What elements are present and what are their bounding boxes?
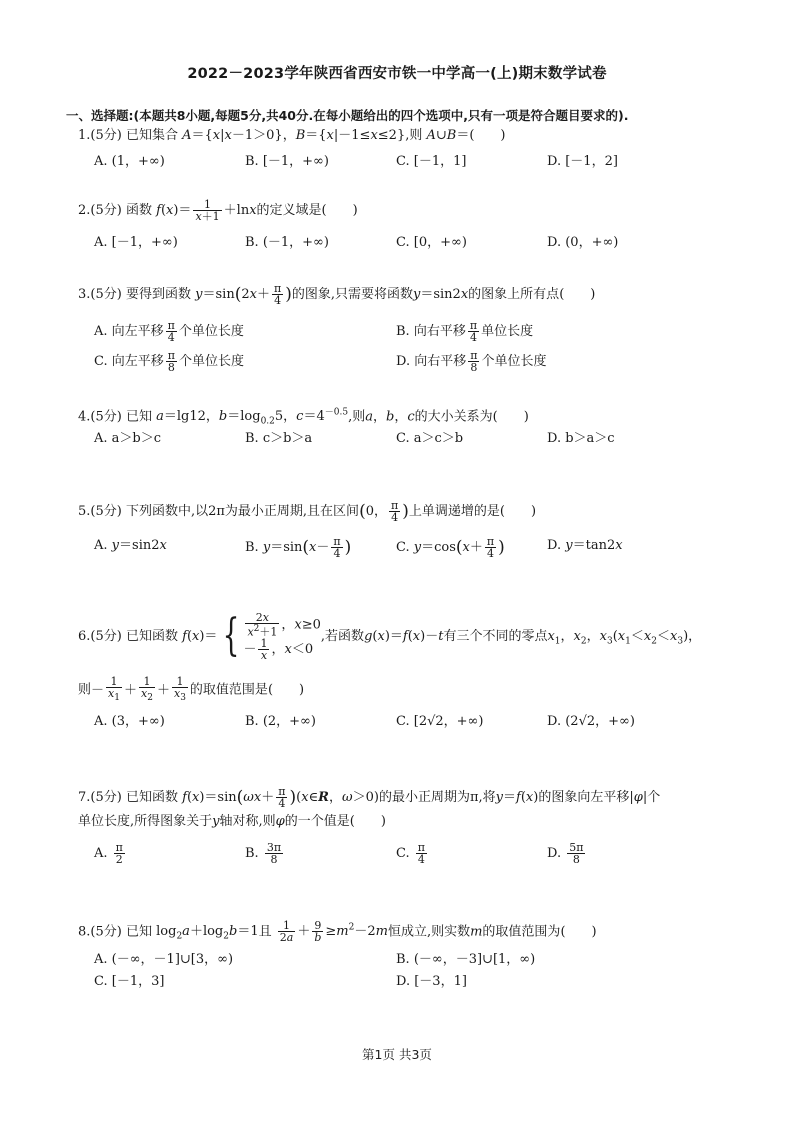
q3-stem-b: 的图象,只需要将函数 (291, 287, 413, 302)
question-6 (78, 612, 758, 661)
q2-option-b[interactable]: B. (－1，+∞) (245, 235, 329, 250)
q4-stem-c: 的大小关系为 (414, 409, 493, 425)
question-5: 5.(5分) 下列函数中,以2π为最小正周期,且在区间(0， $\frac{\pi}{4}$ )上单调递增的是( ) (78, 499, 537, 524)
page-title: 2022－2023学年陕西省西安市铁一中学高一(上)期末数学试卷 (187, 66, 607, 82)
q1-stem-a: 已知集合 (125, 128, 178, 143)
q5-stem-b: 上单调递增的是 (408, 504, 500, 519)
q8-score: (5分) (90, 924, 122, 940)
q6-stem-b: ,若函数 (320, 628, 365, 644)
q3-option-d[interactable]: D. 向右平移 $\frac{\pi}{8}$ 个单位长度 (396, 349, 547, 374)
q8-inequality: $\frac{1}{2a}$ ＋ $\frac{9}{b}$ $\ge m^2-2m$ (279, 919, 388, 945)
q1-formula-2: A∪B＝( ) (426, 128, 506, 143)
q8-stem-b: 且 (258, 924, 272, 940)
q7-stem-a: 已知函数 (125, 790, 178, 805)
q4-option-a[interactable]: A. a＞b＞c (94, 431, 162, 446)
q6-stem-c: 有三个不同的零点 (443, 628, 548, 644)
q7-option-a[interactable]: A. $\frac{\pi}{2}$ (94, 841, 123, 866)
page-footer: 第1页 共3页 (362, 1047, 432, 1062)
q2-option-a[interactable]: A. [－1，+∞) (94, 235, 178, 250)
q1-option-a[interactable]: A. (1，+∞) (94, 154, 165, 169)
q5-stem-a: 下列函数中,以2π为最小正周期,且在区间 (125, 504, 360, 519)
q6-expression: － $\frac{1}{x_1}$ ＋ $\frac{1}{x_2}$ ＋ $\frac{1}{x_3}$ (91, 675, 186, 704)
q3-formula-2: y＝sin2x (412, 287, 469, 302)
q7-stem-g: 的一个值是 (284, 814, 350, 829)
q3-score: (5分) (90, 287, 122, 302)
q4-option-c[interactable]: C. a＞c＞b (396, 431, 464, 446)
q6-formula-g: g(x)＝f(x)－t (364, 628, 444, 644)
q8-formula: $\log_2a+\log_2b=1$ (156, 924, 259, 942)
q7-stem-c: 的图象向左平移 (538, 790, 630, 805)
question-1 (78, 126, 758, 146)
q8-stem-d: 的取值范围为 (482, 924, 561, 940)
q4-number: 4. (78, 409, 91, 425)
q6-option-c[interactable]: C. [2√2，+∞) (396, 714, 484, 729)
sqrt-icon: √ (427, 714, 436, 729)
question-6-line-2: 则－ $\frac{1}{x_1}$ ＋ $\frac{1}{x_2}$ ＋ $\frac{1}{x_3}$ 的取值范围是( ) (78, 675, 305, 704)
q5-score: (5分) (90, 504, 122, 519)
q7-number: 7. (78, 790, 91, 805)
q5-interval: (0， $\frac{\pi}{4}$ ) (359, 499, 409, 524)
q6-stem-d: 则 (78, 682, 92, 698)
q7-stem-e: 单位长度,所得图象关于 (78, 814, 213, 829)
q8-number: 8. (78, 924, 91, 940)
q6-number: 6. (78, 628, 91, 644)
q7-stem-d: 个 (647, 790, 661, 805)
question-4: 4.(5分) 已知 a＝lg12，$b=\log_{0.2}5$，$c=4^{-0.5}$,则a，b，c的大小关系为( ) (78, 408, 529, 427)
q4-score: (5分) (90, 409, 122, 425)
q2-formula: f(x)＝ $\frac{1}{x+1}$ ＋lnx (156, 198, 257, 223)
q4-stem-b: ,则 (348, 409, 366, 425)
q3-stem-a: 要得到函数 (125, 287, 191, 302)
q2-score: (5分) (90, 203, 122, 218)
q5-option-d[interactable]: D. y＝tan2x (547, 538, 623, 553)
q7-option-c[interactable]: C. $\frac{\pi}{4}$ (396, 841, 425, 866)
q8-option-a[interactable]: A. (－∞，－1]∪[3，∞) (94, 952, 234, 967)
q8-option-c[interactable]: C. [－1，3] (94, 974, 165, 989)
q4-option-d[interactable]: D. b＞a＞c (547, 431, 615, 446)
q6-score: (5分) (90, 628, 122, 644)
q7-score: (5分) (90, 790, 122, 805)
q7-formula-2: y＝f(x) (495, 790, 539, 805)
q6-option-d[interactable]: D. (2√2，+∞) (547, 714, 635, 729)
q3-formula: y＝sin(2x＋ $\frac{\pi}{4}$ ) (195, 282, 292, 307)
q8-stem-a: 已知 (125, 924, 152, 940)
q1-stem-b: ,则 (405, 128, 423, 143)
q7-option-b[interactable]: B. $\frac{3\pi}{8}$ (245, 841, 282, 866)
q7-formula: f(x)＝sin(ωx＋ $\frac{\pi}{4}$ )(x∈R，ω＞0) (182, 785, 379, 810)
question-7-line-2: 单位长度,所得图象关于y轴对称,则φ的一个值是( ) (78, 814, 386, 829)
q2-option-d[interactable]: D. (0，+∞) (547, 235, 619, 250)
q3-option-a[interactable]: A. 向左平移 $\frac{\pi}{4}$ 个单位长度 (94, 319, 244, 344)
q1-option-c[interactable]: C. [－1，1] (396, 154, 467, 169)
q6-option-a[interactable]: A. (3，+∞) (94, 714, 165, 729)
q6-zeros: $x_1$，$x_2$，$x_3(x_1<x_2<x_3)$， (547, 628, 702, 647)
q6-option-b[interactable]: B. (2，+∞) (245, 714, 316, 729)
q4-stem-a: 已知 (125, 409, 152, 425)
q5-option-a[interactable]: A. y＝sin2x (94, 538, 167, 553)
q3-option-c[interactable]: C. 向左平移 $\frac{\pi}{8}$ 个单位长度 (94, 349, 244, 374)
q2-stem-a: 函数 (125, 203, 152, 218)
q5-option-b[interactable]: B. y＝sin(x－ $\frac{\pi}{4}$ ) (245, 535, 352, 560)
q6-piecewise: f(x)＝ { $\frac{2x}{x^2+1}$ ，x≥0 － $\frac{1}{x}$ ，x＜0 (182, 610, 321, 662)
q6-stem-a: 已知函数 (125, 628, 178, 644)
q2-option-c[interactable]: C. [0，+∞) (396, 235, 467, 250)
q1-number: 1. (78, 128, 91, 143)
q6-stem-e: 的取值范围是 (189, 682, 268, 698)
q8-option-b[interactable]: B. (－∞，－3]∪[1，∞) (396, 952, 536, 967)
q8-option-d[interactable]: D. [－3，1] (396, 974, 467, 989)
sqrt-icon: √ (578, 714, 587, 729)
q2-number: 2. (78, 203, 91, 218)
q1-formula: A＝{x|x－1＞0}，B＝{x|－1≤x≤2} (182, 128, 406, 143)
q7-stem-b: 的最小正周期为π,将 (378, 790, 496, 805)
q1-option-b[interactable]: B. [－1，+∞) (245, 154, 329, 169)
q3-number: 3. (78, 287, 91, 302)
q1-score: (5分) (90, 128, 122, 143)
q5-number: 5. (78, 504, 91, 519)
q1-option-d[interactable]: D. [－1，2] (547, 154, 618, 169)
question-3: 3.(5分) 要得到函数 y＝sin(2x＋ $\frac{\pi}{4}$ )的图象,只需要将函数y＝sin2x的图象上所有点( ) (78, 282, 596, 307)
q4-formula: a＝lg12，$b=\log_{0.2}5$，$c=4^{-0.5}$ (156, 408, 349, 427)
q8-stem-c: 恒成立,则实数 (387, 924, 471, 940)
q4-vars: a，b，c (365, 409, 415, 425)
q5-option-c[interactable]: C. y＝cos(x＋ $\frac{\pi}{4}$ ) (396, 535, 505, 560)
q7-stem-f: 轴对称,则 (219, 814, 276, 829)
section-header: 一、选择题:(本题共8小题,每题5分,共40分.在每小题给出的四个选项中,只有一项是符合题目要求的). (66, 108, 629, 123)
question-7 (78, 786, 758, 809)
q3-stem-c: 的图象上所有点 (468, 287, 560, 302)
q4-option-b[interactable]: B. c＞b＞a (245, 431, 313, 446)
q7-phi: |φ| (629, 790, 648, 805)
q7-option-d[interactable]: D. $\frac{5\pi}{8}$ (547, 841, 584, 866)
q2-stem-b: 的定义域是 (256, 203, 322, 218)
question-8: 8.(5分) 已知 $\log_2a+\log_2b=1$且 $\frac{1}{2a}$ ＋ $\frac{9}{b}$ $\ge m^2-2m$恒成立,则实数m的取值范围为( ) (78, 919, 597, 945)
q3-option-b[interactable]: B. 向右平移 $\frac{\pi}{4}$ 单位长度 (396, 319, 534, 344)
question-2: 2.(5分) 函数 f(x)＝ $\frac{1}{x+1}$ ＋lnx的定义域是( ) (78, 198, 358, 223)
